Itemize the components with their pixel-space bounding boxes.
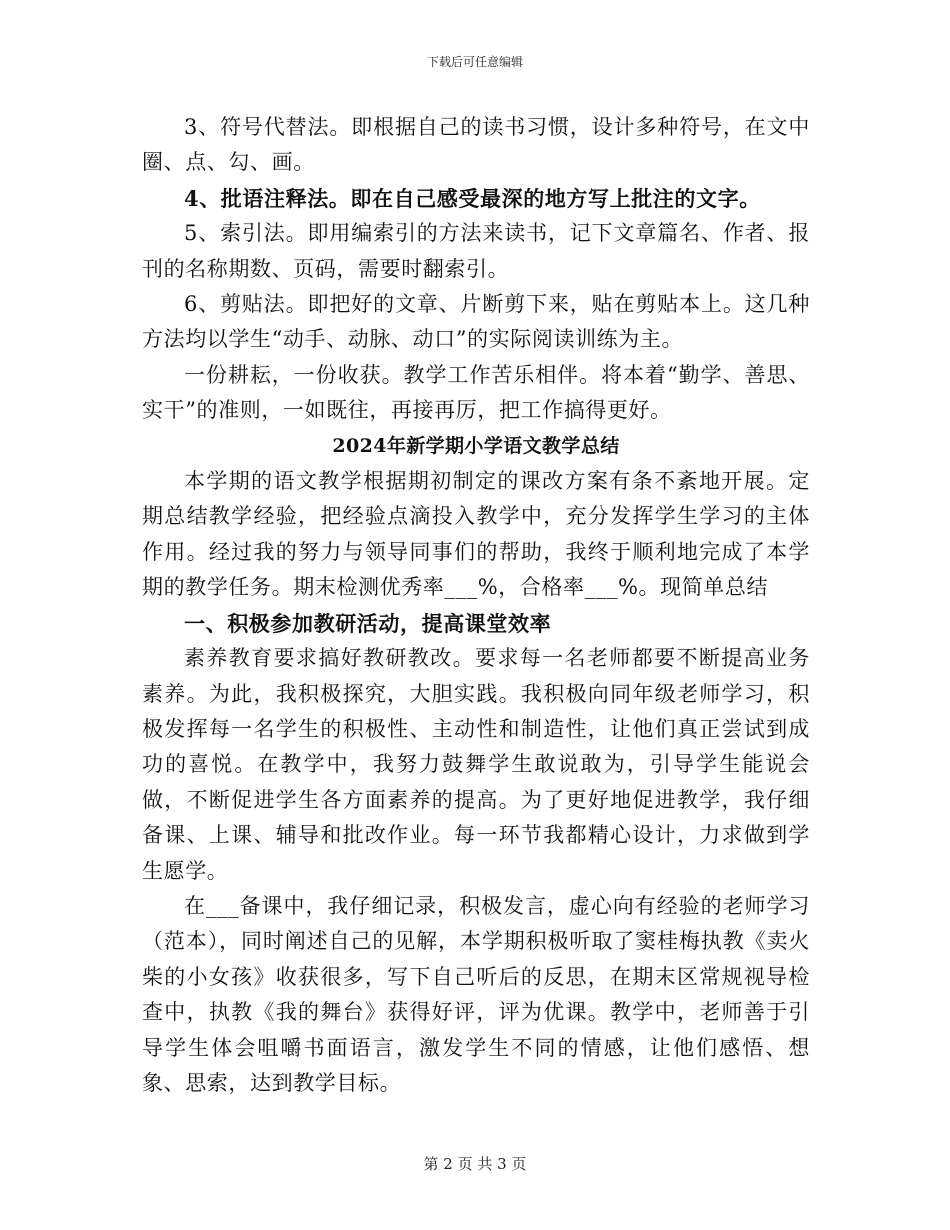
heading-teaching-research: 一、积极参加教研活动，提高课堂效率 <box>184 610 552 636</box>
paragraph-index-method: 5、索引法。即用编索引的方法来读书，记下文章篇名、作者、报刊的名称期数、页码，需要时翻索引。 <box>142 221 810 281</box>
paragraph-lesson-preparation: 在___备课中，我仔细记录，积极发言，虚心向有经验的老师学习（范本），同时阐述自己的见解，本学期积极听取了窦桂梅执教《卖火柴的小女孩》收获很多，写下自己听后的反思，在期末区常规视导检查中，执教《我的舞台》获得好评，评为优课。教学中，老师善于引导学生体会咀嚼书面语言，激发学生不同的情感，让他们感悟、想象、思索，达到教学目标。 <box>142 893 810 1095</box>
page-number-footer: 第 2 页 共 3 页 <box>423 1155 527 1173</box>
paragraph-symbol-method: 3、符号代替法。即根据自己的读书习惯，设计多种符号，在文中圈、点、勾、画。 <box>142 115 810 175</box>
section-title: 2024年新学期小学语文教学总结 <box>332 434 620 457</box>
paragraph-quality-education: 素养教育要求搞好教研教改。要求每一名老师都要不断提高业务素养。为此，我积极探究，大胆实践。我积极向同年级老师学习，积极发挥每一名学生的积极性、主动性和制造性，让他们真正尝试到成功的喜悦。在教学中，我努力鼓舞学生敢说敢为，引导学生能说会做，不断促进学生各方面素养的提高。为了更好地促进教学，我仔细备课、上课、辅导和批改作业。每一环节我都精心设计，力求做到学生愿学。 <box>142 646 810 883</box>
paragraph-annotation-method: 4、批语注释法。即在自己感受最深的地方写上批注的文字。 <box>184 185 761 211</box>
page-header-note: 下载后可任意编辑 <box>426 55 523 69</box>
paragraph-intro: 本学期的语文教学根据期初制定的课改方案有条不紊地开展。定期总结教学经验，把经验点滴投入教学中，充分发挥学生学习的主体作用。经过我的努力与领导同事们的帮助，我终于顺利地完成了本学期的教学任务。期末检测优秀率___%，合格率___%。现简单总结 <box>142 469 810 600</box>
document-body <box>142 110 810 1101</box>
paragraph-closing-remark: 一份耕耘，一份收获。教学工作苦乐相伴。将本着“勤学、善思、实干”的准则，一如既往，再接再厉，把工作搞得更好。 <box>142 362 810 423</box>
paragraph-clipping-method: 6、剪贴法。即把好的文章、片断剪下来，贴在剪贴本上。这几种方法均以学生“动手、动脉、动口”的实际阅读训练为主。 <box>142 292 810 352</box>
